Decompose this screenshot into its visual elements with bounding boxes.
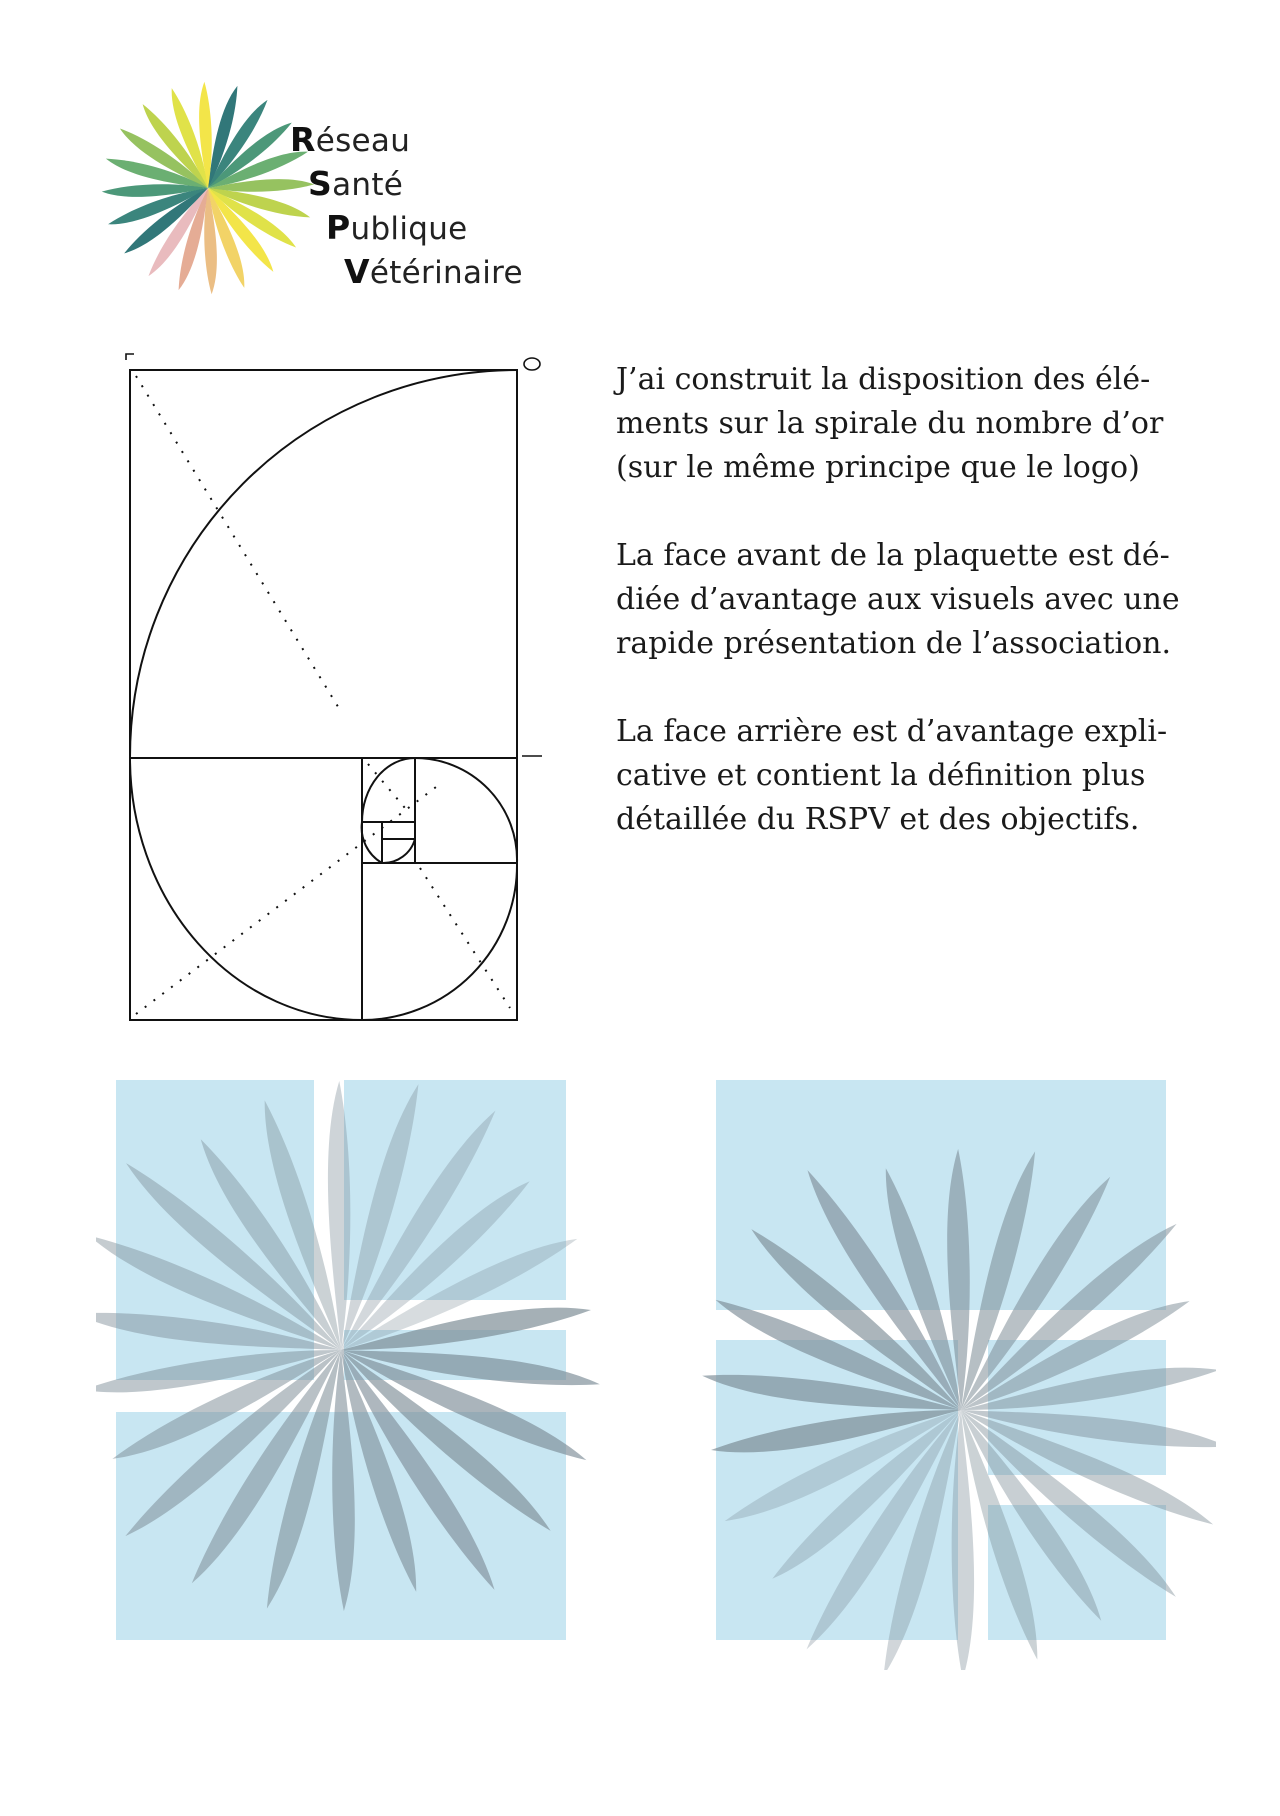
diagonal-guide bbox=[420, 868, 510, 1008]
explanation-paragraph: J’ai construit la disposition des élé- ments sur la spirale du nombre d’or (sur le même principe que le logo) bbox=[616, 362, 1164, 485]
logo-line-veterinaire: Vétérinaire bbox=[344, 252, 523, 291]
explanation-text bbox=[616, 358, 1216, 886]
outer-rectangle bbox=[130, 370, 517, 1020]
diagonal-guide bbox=[368, 764, 410, 814]
back-side-layout-mockup bbox=[696, 1050, 1216, 1670]
golden-spiral-curve bbox=[130, 370, 517, 1020]
explanation-paragraph: La face avant de la plaquette est dé- diée d’avantage aux visuels avec une rapide présentation de l’association. bbox=[616, 538, 1180, 661]
corner-mark bbox=[126, 354, 134, 360]
golden-spiral-diagram bbox=[110, 344, 570, 1024]
front-side-layout-mockup bbox=[96, 1050, 616, 1670]
rspv-logo-wordmark bbox=[290, 122, 550, 302]
logo-line-sante: Santé bbox=[308, 164, 404, 203]
diagonal-guide bbox=[136, 376, 340, 710]
diagonal-guide bbox=[136, 784, 440, 1014]
explanation-paragraph: La face arrière est d’avantage expli- cative et contient la définition plus détaillée du RSPV et des objectifs. bbox=[616, 714, 1168, 837]
logo-line-publique: Publique bbox=[326, 208, 468, 247]
corner-mark bbox=[524, 358, 540, 370]
logo-line-reseau: Réseau bbox=[290, 120, 411, 159]
